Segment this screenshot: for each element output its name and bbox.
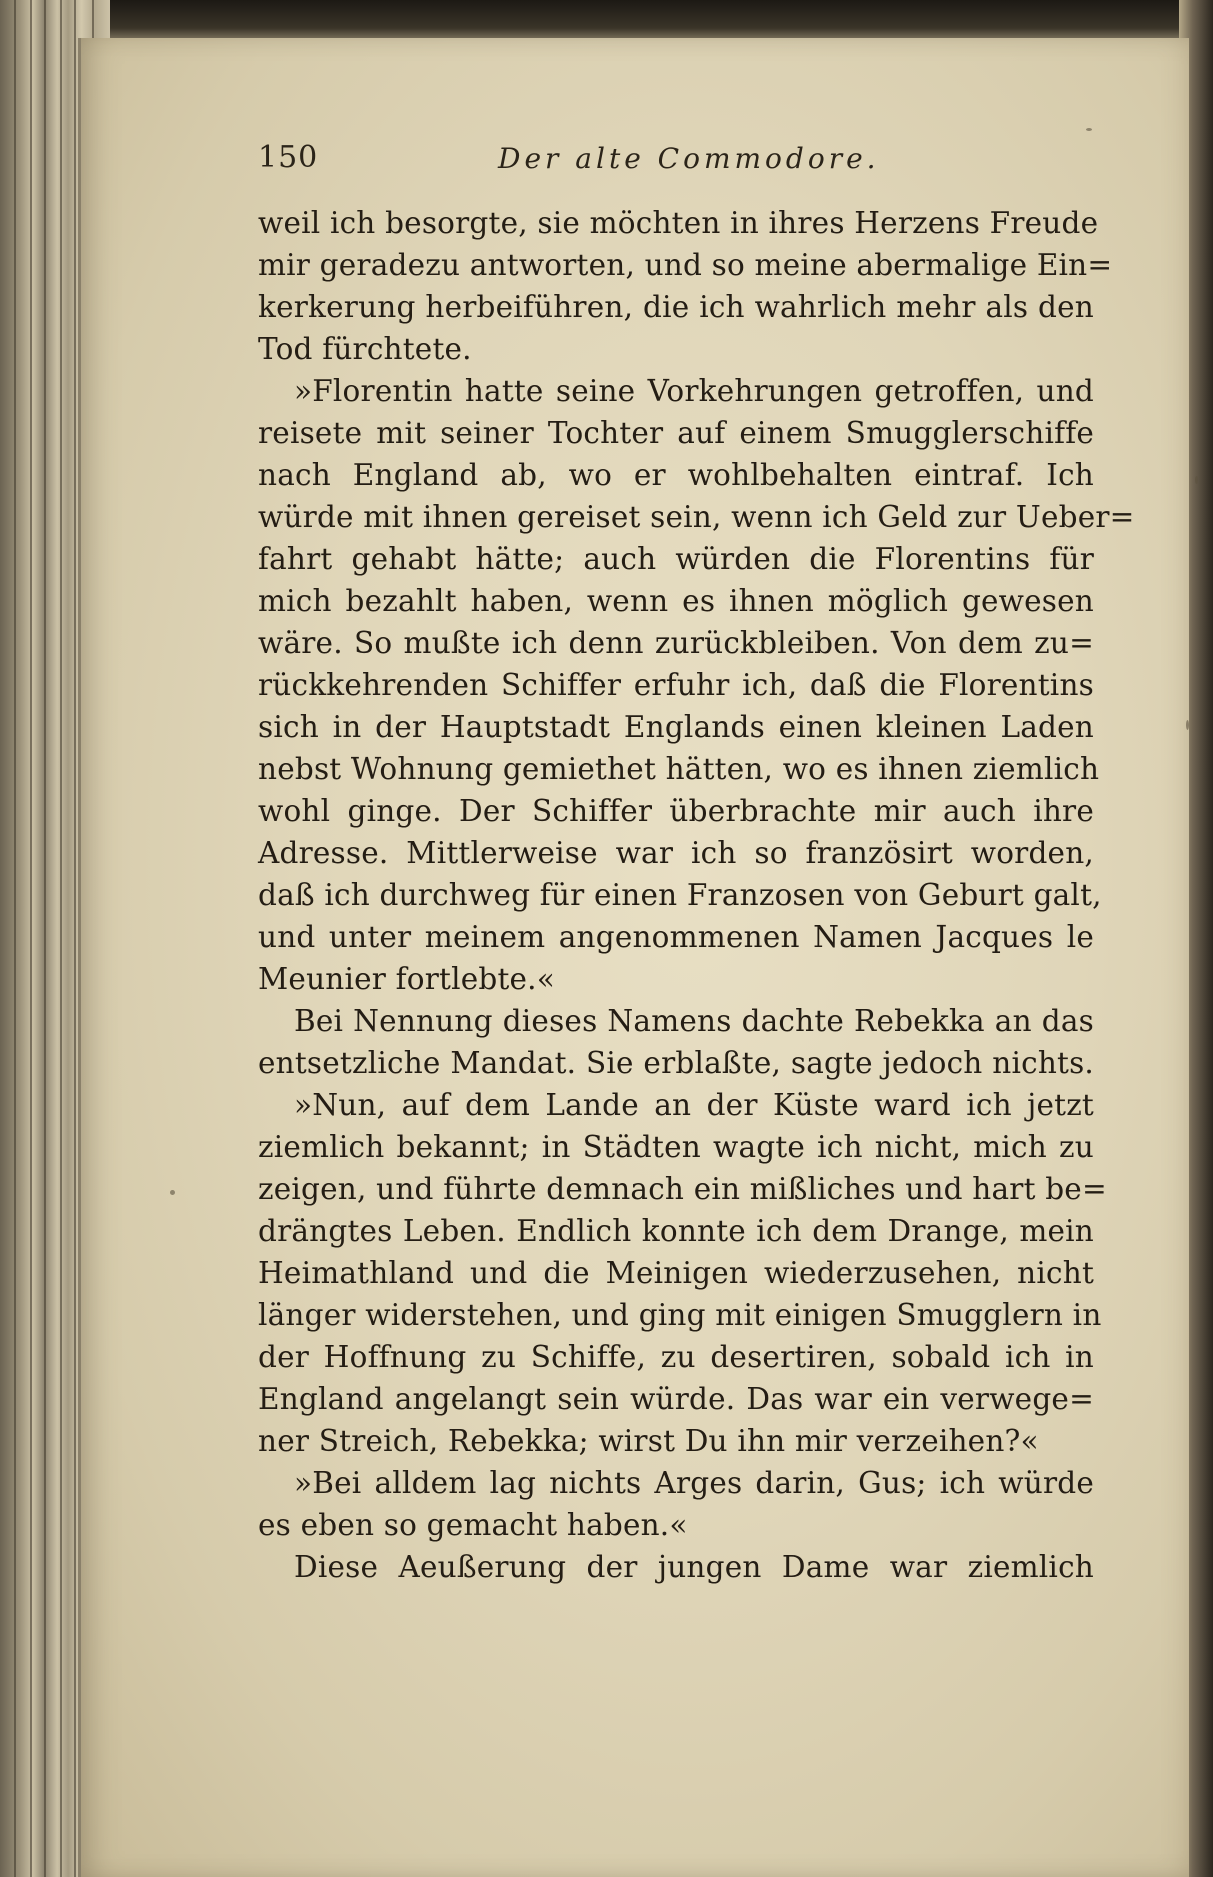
text-line: entsetzliche Mandat. Sie erblaßte, sagte jedoch nichts. <box>258 1046 1094 1080</box>
text-line: und unter meinem angenommenen Namen Jacques le <box>258 920 1094 954</box>
text-line: nebst Wohnung gemiethet hätten, wo es ihnen ziemlich <box>258 752 1100 786</box>
text-line: mir geradezu antworten, und so meine abermalige Ein= <box>258 248 1113 282</box>
text-line: ner Streich, Rebekka; wirst Du ihn mir verzeihen?« <box>258 1424 1039 1458</box>
text-line: rückkehrenden Schiffer erfuhr ich, daß die Florentins <box>258 668 1094 702</box>
text-line: ziemlich bekannt; in Städten wagte ich nicht, mich zu <box>258 1130 1094 1164</box>
text-line: der Hoffnung zu Schiffe, zu desertiren, sobald ich in <box>258 1340 1094 1374</box>
text-line: Meunier fortlebte.« <box>258 962 555 996</box>
body-text <box>258 202 1135 1588</box>
text-line: daß ich durchweg für einen Franzosen von Geburt galt, <box>258 878 1102 912</box>
text-line: »Florentin hatte seine Vorkehrungen getroffen, und <box>294 374 1094 408</box>
text-line: Bei Nennung dieses Namens dachte Rebekka an das <box>294 1004 1094 1038</box>
text-line: Tod fürchtete. <box>258 332 472 366</box>
text-line: nach England ab, wo er wohlbehalten eintraf. Ich <box>258 458 1094 492</box>
text-line: reisete mit seiner Tochter auf einem Smugglerschiffe <box>258 416 1094 450</box>
text-line: Diese Aeußerung der jungen Dame war ziemlich <box>294 1550 1094 1584</box>
text-line: Heimathland und die Meinigen wiederzusehen, nicht <box>258 1256 1094 1290</box>
text-line: fahrt gehabt hätte; auch würden die Florentins für <box>258 542 1094 576</box>
text-line: sich in der Hauptstadt Englands einen kleinen Laden <box>258 710 1094 744</box>
text-line: wäre. So mußte ich denn zurückbleiben. Von dem zu= <box>258 626 1094 660</box>
text-line: drängtes Leben. Endlich konnte ich dem Drange, mein <box>258 1214 1094 1248</box>
text-line: Adresse. Mittlerweise war ich so französirt worden, <box>258 836 1094 870</box>
text-line: England angelangt sein würde. Das war ein verwege= <box>258 1382 1094 1416</box>
top-shadow-edge <box>0 0 1213 40</box>
text-line: zeigen, und führte demnach ein mißliches und hart be= <box>258 1172 1107 1206</box>
page-header <box>180 140 1080 180</box>
text-line: weil ich besorgte, sie möchten in ihres Herzens Freude <box>258 206 1099 240</box>
text-line: »Bei alldem lag nichts Arges darin, Gus; ich würde <box>294 1466 1094 1500</box>
text-line: würde mit ihnen gereiset sein, wenn ich Geld zur Ueber= <box>258 500 1135 534</box>
text-line: länger widerstehen, und ging mit einigen Smugglern in <box>258 1298 1102 1332</box>
text-line: wohl ginge. Der Schiffer überbrachte mir auch ihre <box>258 794 1094 828</box>
running-title: Der alte Commodore. <box>498 142 880 175</box>
text-line: es eben so gemacht haben.« <box>258 1508 688 1542</box>
text-line: »Nun, auf dem Lande an der Küste ward ich jetzt <box>294 1088 1094 1122</box>
page-number: 150 <box>258 140 319 175</box>
text-line: kerkerung herbeiführen, die ich wahrlich mehr als den <box>258 290 1094 324</box>
text-line: mich bezahlt haben, wenn es ihnen möglich gewesen <box>258 584 1094 618</box>
